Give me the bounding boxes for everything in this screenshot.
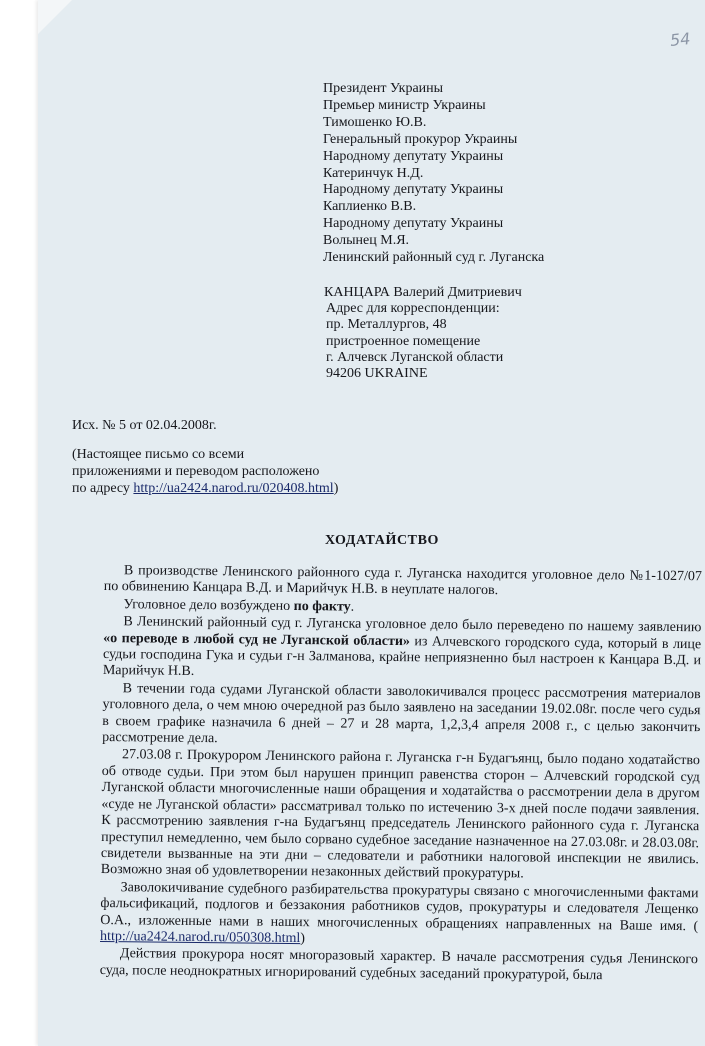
paragraph: В течении года судами Луганской области заволокичивался процесс рассмотрения материалов уголовного дела, о чем мною очередной раз было заявлено на заседании 19.02.08г. после чего судья в своем графике назначила 6 дней – 27 и 28 марта, 1,2,3,4 апреля 2008 г., с целью закончить рассмотрение дела. xyxy=(102,681,701,747)
addressee-line: Народному депутату Украины xyxy=(323,216,504,232)
page-corner xyxy=(38,0,72,34)
paragraph: Действия прокурора носят многоразовый характер. В начале рассмотрения судья Ленинского суда, после неоднократных игнорирований судебных заседаний прокуратурой, была xyxy=(99,946,698,983)
appeals-link[interactable]: http://ua2424.narod.ru/050308.html xyxy=(100,928,301,947)
addressee-line: Тимошенко Ю.В. xyxy=(323,114,427,130)
note-text: ) xyxy=(333,481,339,496)
addressee-line: Волынец М.Я. xyxy=(323,233,410,249)
addressee-block xyxy=(323,81,544,267)
note-text: по адресу xyxy=(72,481,134,496)
addressee-line: Президент Украины xyxy=(323,81,444,96)
addressee-line: Ленинский районный суд г. Луганска xyxy=(323,250,545,266)
sender-line: г. Алчевск Луганской области xyxy=(326,349,504,365)
sender-name: КАНЦАРА Валерий Дмитриевич xyxy=(324,285,522,300)
note-line: приложениями и переводом расположено xyxy=(72,464,320,479)
paragraph-text: ) xyxy=(300,931,306,947)
paragraph xyxy=(100,880,699,952)
addressee-line: Народному депутату Украины xyxy=(323,148,504,164)
sender-line: пр. Металлургов, 48 xyxy=(326,317,447,333)
document-page xyxy=(38,0,705,1046)
handwritten-page-number: 54 xyxy=(669,28,692,51)
sender-line: 94206 UKRAINE xyxy=(326,366,428,382)
paragraph-text: В Ленинский районный суд г. Луганска уголовное дело было переведено по нашему заявлению xyxy=(123,614,702,636)
note-line: (Настоящее письмо со всеми xyxy=(72,447,245,462)
addressee-line: Каплиенко В.В. xyxy=(323,199,417,215)
addressee-line: Народному депутату Украины xyxy=(323,182,504,198)
addressee-line: Катеринчук Н.Д. xyxy=(323,165,424,181)
emphasis: «о переводе в любой суд не Луганской области» xyxy=(103,630,411,649)
sender-block xyxy=(326,285,522,382)
archive-link[interactable]: http://ua2424.narod.ru/020408.html xyxy=(133,481,334,496)
sender-line: Адрес для корреспонденции: xyxy=(326,301,500,317)
sender-line: пристроенное помещение xyxy=(326,333,481,349)
body-text xyxy=(100,563,702,985)
paragraph-text: . xyxy=(350,599,355,615)
note-block xyxy=(72,446,338,497)
paragraph-text: из Алчевского городского суда, который в лице судьи господина Гука и судьи г-н Залманова, крайне неприязненно был настроен к Канцара В.Д. и Марийчук Н.В. xyxy=(102,633,702,680)
document-title: ХОДАТАЙСТВО xyxy=(325,533,440,548)
emphasis: по факту xyxy=(293,598,351,615)
reference-number: Исх. № 5 от 02.04.2008г. xyxy=(72,418,217,433)
paragraph: В производстве Ленинского районного суда г. Луганска находится уголовное дело №1-1027/07 по обвинению Канцара В.Д. и Марийчук Н.В. в неуплате налогов. xyxy=(103,563,702,599)
note-line xyxy=(72,480,338,497)
paragraph-text: Уголовное дело возбуждено xyxy=(123,597,294,614)
addressee-line: Генеральный прокурор Украины xyxy=(323,131,518,147)
addressee-line: Премьер министр Украины xyxy=(323,97,486,113)
paragraph-text: Заволокичивание судебного разбирательства прокуратуры связано с многочисленными фактами фальсификаций, подлогов и беззакония работников судов, прокуратуры и следователя Лещенко О.А., изложенные нами в наших многочисленных обращениях направленных на Ваше имя. ( xyxy=(100,879,699,934)
paragraph xyxy=(103,614,702,686)
paragraph: 27.03.08 г. Прокурором Ленинского района г. Луганска г-н Будагъянц, было подано ходатайство об отводе судьи. При этом был нарушен принцип равенства сторон – Алчевский городской суд Луганской области многочисленные наши обращения и ходатайства о рассмотрении дела в другом «суде не Луганской области» рассматривал только по истечению 3-х дней после подачи заявления. К рассмотрению заявления г-на Будагъянц председатель Ленинского районного суда г. Луганска преступил немедленно, чем было сорвано судебное заседание назначенное на 27.03.08г. и 28.03.08г. свидетели вызванные на эти дни – следователи и работники налоговой инспекции не явились. Возможно зная об удовлетворении незаконных действий прокуратуры. xyxy=(100,747,701,882)
